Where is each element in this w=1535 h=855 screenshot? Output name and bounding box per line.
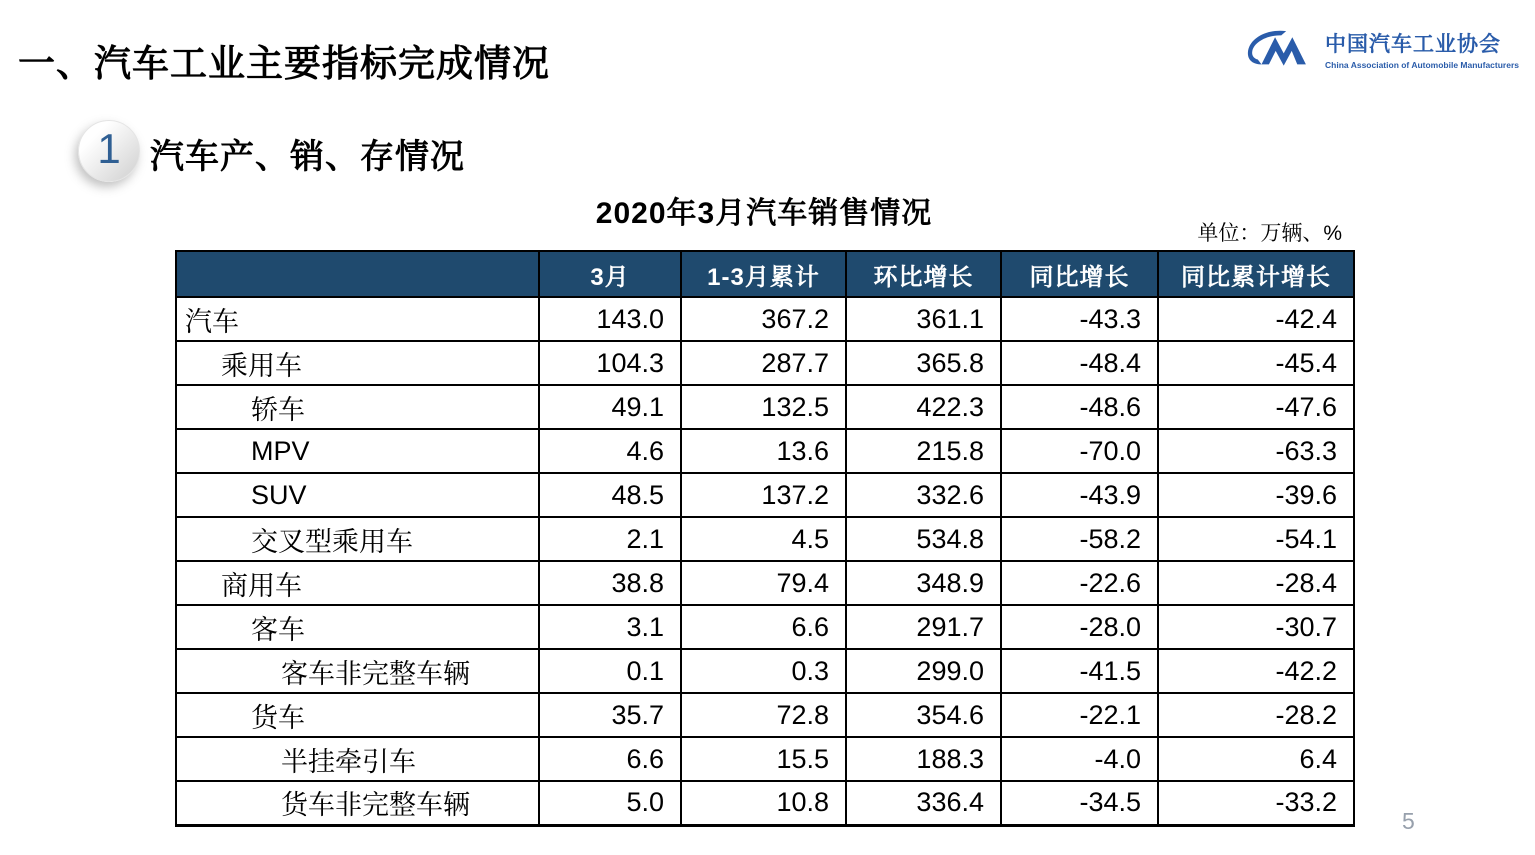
section-number: 1 [97, 125, 121, 172]
sales-table [175, 250, 1355, 827]
table-header-row [176, 251, 1354, 297]
value-cell: 4.6 [539, 429, 681, 473]
value-cell: -30.7 [1158, 605, 1354, 649]
value-cell: 3.1 [539, 605, 681, 649]
value-cell: 10.8 [681, 781, 846, 825]
value-cell: -28.4 [1158, 561, 1354, 605]
value-cell: -48.6 [1001, 385, 1158, 429]
value-cell: -43.9 [1001, 473, 1158, 517]
value-cell: -33.2 [1158, 781, 1354, 825]
caam-cm-logo-icon [1243, 22, 1317, 76]
value-cell: -4.0 [1001, 737, 1158, 781]
value-cell: -47.6 [1158, 385, 1354, 429]
value-cell: -39.6 [1158, 473, 1354, 517]
row-label-cell: 货车 [176, 693, 539, 737]
section-badge [78, 120, 140, 182]
header-cell-5: 同比累计增长 [1158, 251, 1354, 297]
value-cell: 79.4 [681, 561, 846, 605]
value-cell: 367.2 [681, 297, 846, 341]
row-label-cell: 客车 [176, 605, 539, 649]
table-row [176, 605, 1354, 649]
table-row [176, 473, 1354, 517]
table-row [176, 517, 1354, 561]
table-row [176, 561, 1354, 605]
value-cell: -54.1 [1158, 517, 1354, 561]
logo-name-en: China Association of Automobile Manufacturers [1325, 60, 1519, 70]
value-cell: -22.1 [1001, 693, 1158, 737]
value-cell: 188.3 [846, 737, 1001, 781]
value-cell: 336.4 [846, 781, 1001, 825]
value-cell: -70.0 [1001, 429, 1158, 473]
value-cell: 361.1 [846, 297, 1001, 341]
value-cell: 104.3 [539, 341, 681, 385]
header-cell-1: 3月 [539, 251, 681, 297]
table-row [176, 297, 1354, 341]
value-cell: 15.5 [681, 737, 846, 781]
value-cell: 5.0 [539, 781, 681, 825]
value-cell: -28.2 [1158, 693, 1354, 737]
value-cell: 132.5 [681, 385, 846, 429]
value-cell: 287.7 [681, 341, 846, 385]
value-cell: -43.3 [1001, 297, 1158, 341]
slide-title: 一、汽车工业主要指标完成情况 [18, 43, 550, 84]
value-cell: 332.6 [846, 473, 1001, 517]
value-cell: 13.6 [681, 429, 846, 473]
header-cell-4: 同比增长 [1001, 251, 1158, 297]
value-cell: 2.1 [539, 517, 681, 561]
table-row [176, 385, 1354, 429]
row-label-cell: 客车非完整车辆 [176, 649, 539, 693]
row-label-cell: MPV [176, 429, 539, 473]
value-cell: 6.6 [681, 605, 846, 649]
value-cell: 38.8 [539, 561, 681, 605]
caam-logo [1243, 22, 1519, 76]
value-cell: 49.1 [539, 385, 681, 429]
value-cell: 137.2 [681, 473, 846, 517]
value-cell: 354.6 [846, 693, 1001, 737]
value-cell: -42.4 [1158, 297, 1354, 341]
value-cell: -58.2 [1001, 517, 1158, 561]
value-cell: 6.4 [1158, 737, 1354, 781]
value-cell: 48.5 [539, 473, 681, 517]
table-row [176, 693, 1354, 737]
table-row [176, 649, 1354, 693]
value-cell: 348.9 [846, 561, 1001, 605]
value-cell: -45.4 [1158, 341, 1354, 385]
value-cell: 215.8 [846, 429, 1001, 473]
value-cell: 35.7 [539, 693, 681, 737]
value-cell: 534.8 [846, 517, 1001, 561]
value-cell: 422.3 [846, 385, 1001, 429]
value-cell: 72.8 [681, 693, 846, 737]
page-number: 5 [1402, 808, 1415, 834]
table-row [176, 737, 1354, 781]
row-label-cell: 乘用车 [176, 341, 539, 385]
value-cell: -63.3 [1158, 429, 1354, 473]
table-row [176, 429, 1354, 473]
logo-name-cn: 中国汽车工业协会 [1325, 33, 1502, 56]
row-label-cell: 货车非完整车辆 [176, 781, 539, 825]
value-cell: 0.1 [539, 649, 681, 693]
value-cell: -42.2 [1158, 649, 1354, 693]
header-cell-3: 环比增长 [846, 251, 1001, 297]
section-label: 汽车产、销、存情况 [150, 138, 465, 176]
row-label-cell: 汽车 [176, 297, 539, 341]
value-cell: -22.6 [1001, 561, 1158, 605]
table-row [176, 341, 1354, 385]
value-cell: 0.3 [681, 649, 846, 693]
value-cell: -34.5 [1001, 781, 1158, 825]
value-cell: -28.0 [1001, 605, 1158, 649]
row-label-cell: 交叉型乘用车 [176, 517, 539, 561]
table-title: 2020年3月汽车销售情况 [595, 197, 933, 230]
value-cell: -48.4 [1001, 341, 1158, 385]
value-cell: 143.0 [539, 297, 681, 341]
row-label-cell: SUV [176, 473, 539, 517]
value-cell: 299.0 [846, 649, 1001, 693]
table-row [176, 781, 1354, 825]
value-cell: 291.7 [846, 605, 1001, 649]
value-cell: 4.5 [681, 517, 846, 561]
header-cell-0 [176, 251, 539, 297]
value-cell: -41.5 [1001, 649, 1158, 693]
row-label-cell: 半挂牵引车 [176, 737, 539, 781]
row-label-cell: 轿车 [176, 385, 539, 429]
row-label-cell: 商用车 [176, 561, 539, 605]
unit-note: 单位：万辆、% [1197, 222, 1342, 245]
header-cell-2: 1-3月累计 [681, 251, 846, 297]
value-cell: 365.8 [846, 341, 1001, 385]
value-cell: 6.6 [539, 737, 681, 781]
